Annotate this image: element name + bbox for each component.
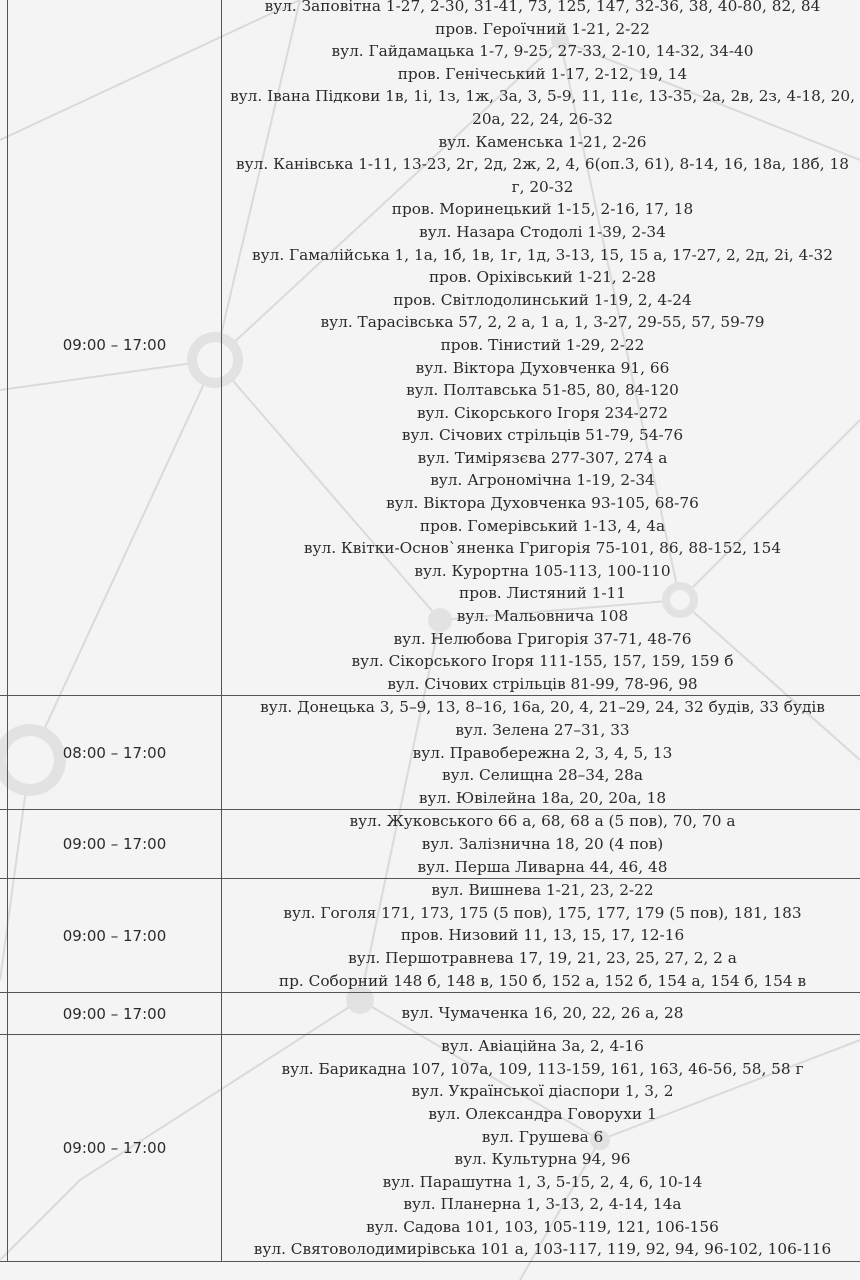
address-line: вул. Мальовнича 108: [456, 607, 629, 626]
address-line: вул. Перша Ливарна 44, 46, 48: [417, 857, 668, 876]
address-line: вул. Барикадна 107, 107а, 109, 113-159, 161, 163, 46-56, 58, 58 г: [281, 1059, 804, 1078]
address-line: пров. Гомерівський 1-13, 4, 4а: [419, 516, 666, 535]
address-line: пров. Низовий 11, 13, 15, 17, 12-16: [400, 926, 685, 945]
address-line: вул. Віктора Духовченка 93-105, 68-76: [386, 494, 699, 513]
address-line: пров. Моринецький 1-15, 2-16, 17, 18: [391, 200, 694, 219]
address-cell: [222, 810, 860, 879]
table-row: [0, 879, 860, 993]
address-line: вул. Грушева 6: [481, 1127, 604, 1146]
address-line: вул. Святоволодимирівська 101 а, 103-117, 119, 92, 94, 96-102, 106-116: [253, 1240, 832, 1259]
time-cell: 08:00 – 17:00: [8, 696, 222, 810]
table-row: [0, 1035, 860, 1262]
address-line: вул. Селищна 28–34, 28а: [441, 766, 643, 785]
address-line: пров. Тінистий 1-29, 2-22: [440, 335, 645, 354]
address-line: вул. Гамалійська 1, 1а, 1б, 1в, 1г, 1д, 3-13, 15, 15 а, 17-27, 2, 2д, 2і, 4-32: [251, 245, 833, 264]
address-line: вул. Культурна 94, 96: [454, 1150, 631, 1169]
address-line: пров. Генічеський 1-17, 2-12, 19, 14: [397, 64, 688, 83]
address-cell: [222, 993, 860, 1035]
address-line: вул. Тарасівська 57, 2, 2 а, 1 а, 1, 3-27, 29-55, 57, 59-79: [320, 313, 765, 332]
row-edge-cell: [0, 696, 8, 810]
address-line: вул. Олександра Говорухи 1: [428, 1104, 657, 1123]
row-edge-cell: [0, 879, 8, 993]
address-line: вул. Агрономічна 1-19, 2-34: [430, 471, 655, 490]
time-cell: 09:00 – 17:00: [8, 879, 222, 993]
row-edge-cell: [0, 810, 8, 879]
address-line: вул. Української діаспори 1, 3, 2: [411, 1082, 674, 1101]
address-cell: [222, 879, 860, 993]
address-line: пров. Оріхівський 1-21, 2-28: [428, 268, 657, 287]
address-line: вул. Квітки-Основ`яненка Григорія 75-101, 86, 88-152, 154: [303, 539, 782, 558]
address-line: вул. Авіаційна 3а, 2, 4-16: [441, 1037, 644, 1056]
row-edge-cell: [0, 1035, 8, 1262]
address-cell: [222, 696, 860, 810]
address-line: вул. Правобережна 2, 3, 4, 5, 13: [412, 743, 673, 762]
time-cell: 09:00 – 17:00: [8, 1035, 222, 1262]
address-line: вул. Першотравнева 17, 19, 21, 23, 25, 27, 2, 2 а: [348, 948, 737, 967]
address-line: вул. Назара Стодолі 1-39, 2-34: [419, 222, 666, 241]
address-line: вул. Чумаченка 16, 20, 22, 26 а, 28: [401, 1004, 684, 1023]
address-line: вул. Зелена 27–31, 33: [455, 721, 630, 739]
address-line: вул. Парашутна 1, 3, 5-15, 2, 4, 6, 10-14: [382, 1172, 703, 1191]
address-line: вул. Залізнична 18, 20 (4 пов): [421, 834, 664, 853]
address-line: вул. Курортна 105-113, 100-110: [414, 561, 671, 580]
address-line: вул. Віктора Духовченка 91, 66: [415, 358, 670, 377]
address-line: пров. Листяний 1-11: [459, 584, 626, 603]
address-line: пр. Соборний 148 б, 148 в, 150 б, 152 а, 152 б, 154 а, 154 б, 154 в: [278, 971, 807, 990]
address-line: вул. Тимірязєва 277-307, 274 а: [417, 448, 668, 467]
address-line: вул. Січових стрільців 81-99, 78-96, 98: [387, 674, 698, 693]
address-line: вул. Садова 101, 103, 105-119, 121, 106-156: [366, 1217, 719, 1236]
address-line: вул. Полтавська 51-85, 80, 84-120: [406, 381, 679, 400]
address-line: вул. Івана Підкови 1в, 1і, 1з, 1ж, 3а, 3, 5-9, 11, 11є, 13-35, 2а, 2в, 2з, 4-18, 20, 20а, 22, 24, 26-32: [230, 87, 855, 128]
address-line: вул. Січових стрільців 51-79, 54-76: [401, 426, 684, 445]
address-line: вул. Нелюбова Григорія 37-71, 48-76: [393, 629, 692, 648]
address-line: пров. Героїчний 1-21, 2-22: [435, 19, 650, 38]
time-cell: 09:00 – 17:00: [8, 0, 222, 696]
address-line: вул. Ювілейна 18а, 20, 20а, 18: [418, 788, 667, 807]
address-line: вул. Сікорського Ігоря 234-272: [416, 403, 669, 422]
address-line: пров. Світлодолинський 1-19, 2, 4-24: [393, 290, 692, 309]
address-line: вул. Планерна 1, 3-13, 2, 4-14, 14а: [403, 1195, 682, 1214]
address-line: вул. Сікорського Ігоря 111-155, 157, 159, 159 б: [351, 652, 734, 671]
time-cell: 09:00 – 17:00: [8, 993, 222, 1035]
address-line: вул. Каменська 1-21, 2-26: [438, 132, 647, 151]
address-line: вул. Донецька 3, 5–9, 13, 8–16, 16а, 20, 4, 21–29, 24, 32 будів, 33 будів: [260, 698, 825, 717]
address-line: вул. Канівська 1-11, 13-23, 2г, 2д, 2ж, 2, 4, 6(оп.3, 61), 8-14, 16, 18а, 18б, 18 г, 20-32: [236, 155, 849, 196]
address-line: вул. Гайдамацька 1-7, 9-25, 27-33, 2-10, 14-32, 34-40: [331, 42, 754, 61]
address-cell: [222, 1035, 860, 1262]
row-edge-cell: [0, 0, 8, 696]
address-cell: [222, 0, 860, 696]
table-row: [0, 810, 860, 879]
address-line: вул. Жуковського 66 а, 68, 68 а (5 пов), 70, 70 а: [349, 812, 736, 831]
address-line: вул. Вишнева 1-21, 23, 2-22: [431, 881, 654, 900]
table-row: [0, 993, 860, 1035]
row-edge-cell: [0, 993, 8, 1035]
address-line: вул. Заповітна 1-27, 2-30, 31-41, 73, 125, 147, 32-36, 38, 40-80, 82, 84: [264, 0, 821, 15]
address-line: вул. Гоголя 171, 173, 175 (5 пов), 175, 177, 179 (5 пов), 181, 183: [283, 903, 802, 922]
time-cell: 09:00 – 17:00: [8, 810, 222, 879]
table-row: [0, 696, 860, 810]
